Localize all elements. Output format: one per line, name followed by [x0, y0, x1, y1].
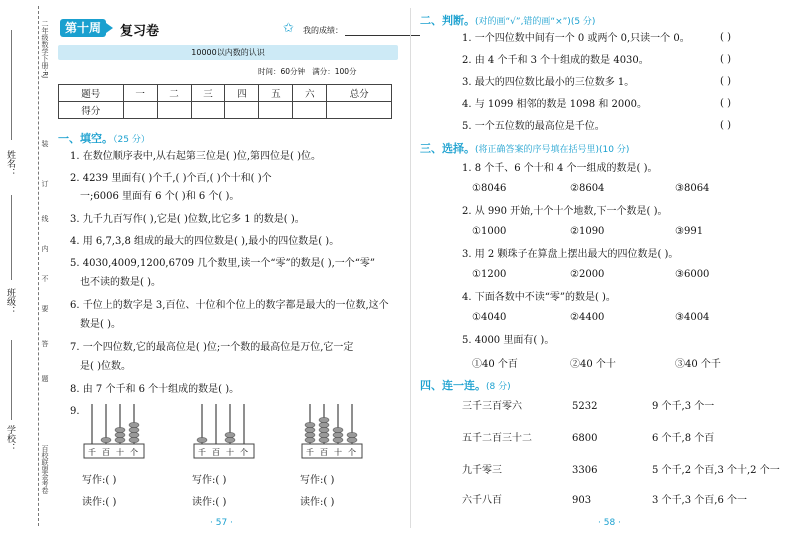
section-note: (对的画“√”,错的画“×”)	[475, 17, 571, 27]
match-left[interactable]: 五千二百三十二	[462, 433, 532, 444]
question-6-cont: 数是( )。	[80, 319, 121, 330]
note-char: 内	[41, 245, 49, 252]
note-char: 题	[41, 375, 49, 382]
question-5: 5. 4030,4009,1200,6709 几个数里,读一个“零”的数是( ),一个“零”	[70, 258, 376, 269]
page-number-right: · 58 ·	[598, 518, 621, 528]
time-info	[258, 66, 357, 77]
write-answer-3[interactable]: 写作:( )	[300, 475, 335, 486]
judge-item-2: 2. 由 4 个千和 3 个十组成的数是 4030。	[462, 55, 649, 66]
abacus-label: 千	[88, 448, 96, 457]
star-icon: ✩	[283, 21, 294, 36]
note-char: 装	[41, 140, 49, 147]
read-answer-2[interactable]: 读作:( )	[192, 497, 227, 508]
choice-option[interactable]: ③40 个千	[675, 359, 721, 370]
abacus-label: 百	[320, 448, 328, 457]
section-title-text: 三、选择。	[420, 142, 475, 155]
class-label: 班级：	[5, 288, 15, 315]
section-points: (5 分)	[570, 17, 596, 27]
choice-question-1: 1. 8 个千、6 个十和 4 个一组成的数是( )。	[462, 163, 658, 174]
choice-question-2: 2. 从 990 开始,十个十个地数,下一个数是( )。	[462, 206, 668, 217]
match-middle[interactable]: 5232	[572, 401, 598, 412]
score-table-header	[59, 85, 392, 102]
score-table-row	[59, 102, 392, 119]
abacus-label: 百	[102, 448, 110, 457]
abacus-2	[192, 400, 262, 462]
judge-answer[interactable]: ( )	[720, 120, 731, 131]
choice-question-5: 5. 4000 里面有( )。	[462, 335, 555, 346]
write-answer-1[interactable]: 写作:( )	[82, 475, 117, 486]
full-score: 满分：100分	[312, 67, 357, 76]
choice-option[interactable]: ③6000	[675, 269, 710, 280]
table-cell: 题号	[59, 85, 124, 102]
score-cell[interactable]	[225, 102, 259, 119]
abacus-label: 个	[348, 448, 356, 457]
match-left[interactable]: 三千三百零六	[462, 401, 522, 412]
note-char: 订	[41, 180, 49, 187]
judge-answer[interactable]: ( )	[720, 32, 731, 43]
note-char: 线	[41, 215, 49, 222]
section-points: (8 分)	[486, 382, 511, 392]
choice-option[interactable]: ①40 个百	[472, 359, 518, 370]
question-4: 4. 用 6,7,3,8 组成的最大的四位数是( ),最小的四位数是( )。	[70, 236, 340, 247]
cut-line	[38, 6, 39, 526]
section-title-text: 四、连一连。	[420, 379, 486, 392]
question-7-cont: 是( )位数。	[80, 361, 131, 372]
choice-option[interactable]: ①8046	[472, 183, 507, 194]
read-answer-3[interactable]: 读作:( )	[300, 497, 335, 508]
choice-option[interactable]: ①4040	[472, 312, 507, 323]
name-label: 姓名：	[5, 150, 15, 177]
question-2: 2. 4239 里面有( )个千,( )个百,( )个十和( )个	[70, 173, 272, 184]
abacus-3	[300, 400, 370, 462]
score-cell[interactable]	[327, 102, 392, 119]
judge-item-1: 1. 一个四位数中间有一个 0 或两个 0,只读一个 0。	[462, 33, 690, 44]
score-cell[interactable]	[259, 102, 293, 119]
grade-note: 二年级数学下册·RJ	[41, 20, 49, 79]
page-number-left: · 57 ·	[210, 518, 233, 528]
table-cell: 四	[225, 85, 259, 102]
section-points: （25 分）	[113, 135, 150, 145]
match-right[interactable]: 3 个千,3 个百,6 个一	[652, 495, 747, 506]
page-divider	[410, 8, 411, 528]
section-choice-title	[420, 140, 629, 156]
binding-sidebar	[0, 0, 50, 534]
abacus-label: 百	[212, 448, 220, 457]
read-answer-1[interactable]: 读作:( )	[82, 497, 117, 508]
match-right[interactable]: 6 个千,8 个百	[652, 433, 715, 444]
abacus-label: 十	[226, 448, 234, 457]
choice-option[interactable]: ②4400	[570, 312, 605, 323]
section-title-text: 二、判断。	[420, 14, 475, 27]
match-left[interactable]: 六千八百	[462, 495, 502, 506]
publisher-note: 百校联盟金考卷	[41, 445, 49, 494]
choice-option[interactable]: ②2000	[570, 269, 605, 280]
abacus-label: 个	[130, 448, 138, 457]
match-middle[interactable]: 903	[572, 495, 592, 506]
abacus-label: 十	[334, 448, 342, 457]
question-8: 8. 由 7 个千和 6 个十组成的数是( )。	[70, 384, 240, 395]
question-9: 9.	[70, 406, 80, 417]
judge-answer[interactable]: ( )	[720, 54, 731, 65]
note-char: 答	[41, 340, 49, 347]
note-char: 不	[41, 275, 49, 282]
judge-answer[interactable]: ( )	[720, 76, 731, 87]
score-cell[interactable]	[191, 102, 225, 119]
time-limit: 时间：60分钟	[258, 67, 306, 76]
abacus-label: 十	[116, 448, 124, 457]
section-title-text: 一、填空。	[58, 132, 113, 145]
school-line	[11, 340, 12, 420]
choice-option[interactable]: ①1200	[472, 269, 507, 280]
choice-option[interactable]: ②1090	[570, 226, 605, 237]
table-cell: 六	[293, 85, 327, 102]
judge-answer[interactable]: ( )	[720, 98, 731, 109]
question-5-cont: 也不读的数是( )。	[80, 277, 161, 288]
judge-item-3: 3. 最大的四位数比最小的三位数多 1。	[462, 77, 635, 88]
choice-option[interactable]: ②8604	[570, 183, 605, 194]
match-left[interactable]: 九千零三	[462, 465, 502, 476]
name-line	[11, 30, 12, 140]
table-cell: 一	[123, 85, 157, 102]
score-cell[interactable]	[157, 102, 191, 119]
judge-item-4: 4. 与 1099 相邻的数是 1098 和 2000。	[462, 99, 647, 110]
table-cell: 三	[191, 85, 225, 102]
section-match-title	[420, 377, 511, 393]
question-1: 1. 在数位顺序表中,从右起第三位是( )位,第四位是( )位。	[70, 151, 322, 162]
note-char: 要	[41, 305, 49, 312]
choice-question-3: 3. 用 2 颗珠子在算盘上摆出最大的四位数是( )。	[462, 249, 679, 260]
score-cell[interactable]	[123, 102, 157, 119]
section-fill-title	[58, 130, 150, 146]
table-cell: 二	[157, 85, 191, 102]
judge-item-5: 5. 一个五位数的最高位是千位。	[462, 121, 605, 132]
choice-option[interactable]: ①1000	[472, 226, 507, 237]
section-judge-title	[420, 12, 595, 28]
choice-option[interactable]: ③4004	[675, 312, 710, 323]
section-points: (10 分)	[599, 145, 630, 155]
choice-option[interactable]: ③8064	[675, 183, 710, 194]
abacus-label: 个	[240, 448, 248, 457]
sheet-title: 复习卷	[120, 24, 160, 39]
choice-option[interactable]: ③991	[675, 226, 704, 237]
choice-question-4: 4. 下面各数中不读“零”的数是( )。	[462, 292, 616, 303]
school-label: 学校：	[5, 425, 15, 452]
write-answer-2[interactable]: 写作:( )	[192, 475, 227, 486]
table-cell: 得分	[59, 102, 124, 119]
match-middle[interactable]: 6800	[572, 433, 598, 444]
topic-banner: 10000以内数的认识	[58, 45, 398, 60]
match-middle[interactable]: 3306	[572, 465, 598, 476]
table-cell: 总分	[327, 85, 392, 102]
score-blank[interactable]	[345, 35, 420, 36]
question-7: 7. 一个四位数,它的最高位是( )位;一个数的最高位是万位,它一定	[70, 342, 354, 353]
match-right[interactable]: 5 个千,2 个百,3 个十,2 个一	[652, 465, 780, 476]
score-table	[58, 84, 392, 119]
week-badge: 第十周	[60, 19, 106, 37]
section-note: (将正确答案的序号填在括号里)	[475, 145, 600, 155]
abacus-1	[82, 400, 152, 462]
table-cell: 五	[259, 85, 293, 102]
abacus-label: 千	[198, 448, 206, 457]
question-3: 3. 九千九百写作( ),它是( )位数,比它多 1 的数是( )。	[70, 214, 305, 225]
class-line	[11, 195, 12, 280]
question-6: 6. 千位上的数字是 3,百位、十位和个位上的数字都是最大的一位数,这个	[70, 300, 389, 311]
score-label: 我的成绩：	[303, 26, 343, 35]
score-cell[interactable]	[293, 102, 327, 119]
match-right[interactable]: 9 个千,3 个一	[652, 401, 715, 412]
abacus-label: 千	[306, 448, 314, 457]
choice-option[interactable]: ②40 个十	[570, 359, 616, 370]
question-2-cont: 一;6006 里面有 6 个( )和 6 个( )。	[80, 191, 240, 202]
